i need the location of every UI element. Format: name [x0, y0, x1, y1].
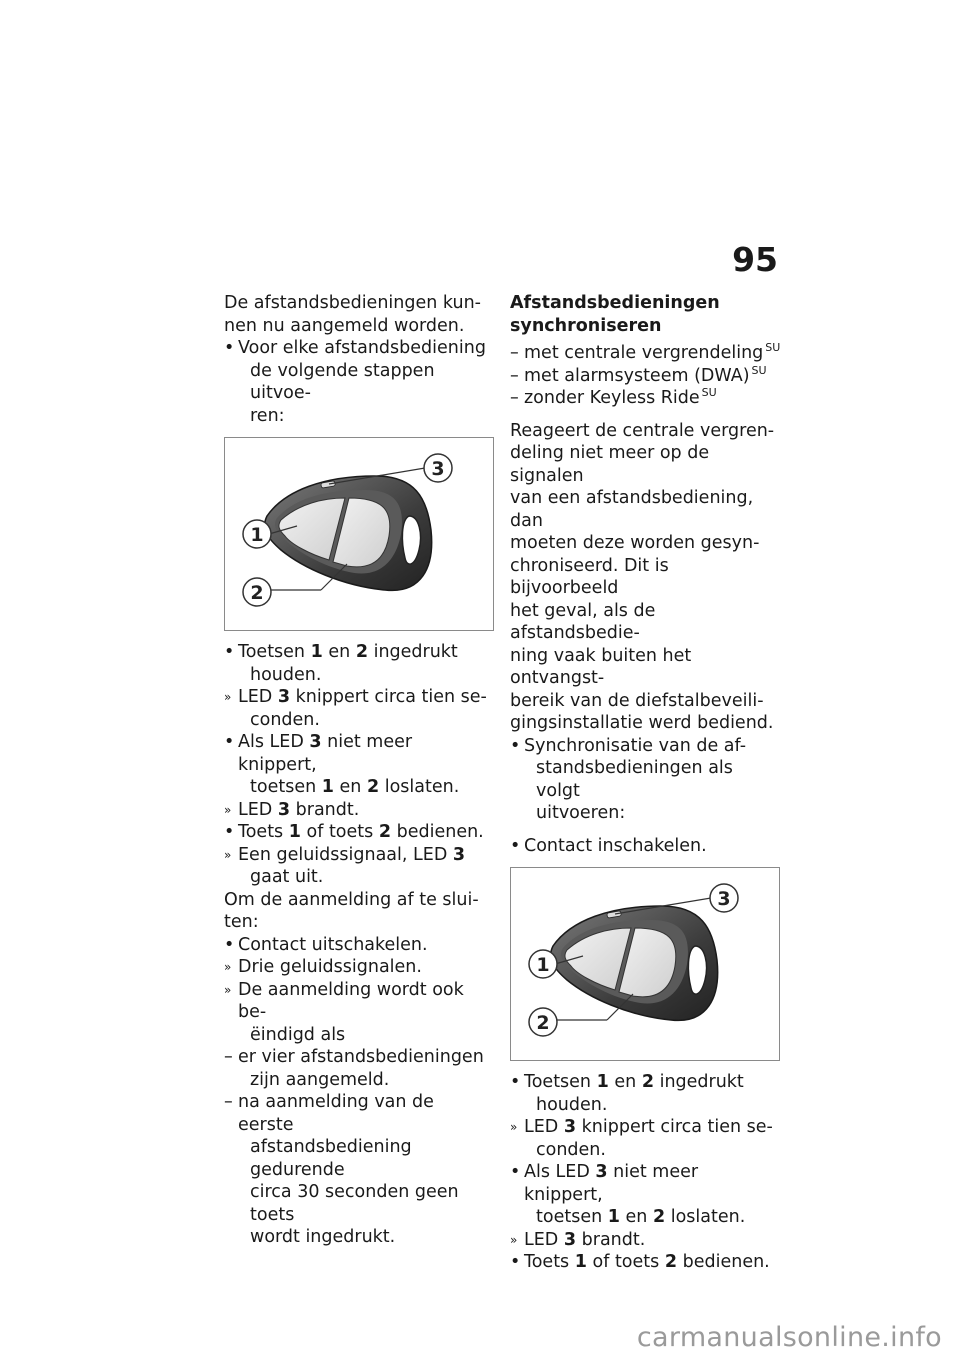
bullet-icon	[510, 1161, 522, 1184]
bullet-icon	[510, 1071, 522, 1094]
step-bullet: • Contact uitschakelen.	[224, 934, 494, 957]
section-heading: Afstandsbedieningen synchroniseren	[510, 293, 720, 336]
watermark: carmanualsonline.info	[636, 1322, 942, 1353]
remote-key-figure	[224, 437, 494, 631]
dash-item: – met alarmsysteem (DWA) $^{SU}$	[510, 365, 782, 388]
result-arrow-icon	[510, 1229, 522, 1252]
result-arrow-icon	[224, 979, 236, 1002]
step-bullet: • Toets 1 of toets 2 bedienen.	[224, 821, 494, 844]
callout-1-label: 1	[536, 954, 550, 976]
callout-2-label: 2	[536, 1012, 550, 1034]
step-bullet: • Toetsen 1 en 2 ingedrukt houden.	[224, 641, 494, 686]
dash-icon	[510, 387, 522, 410]
step-bullet: • Als LED 3 niet meer knippert, toetsen 1 en 2 loslaten.	[224, 731, 494, 799]
result-item: » LED 3 knippert circa tien se- conden.	[224, 686, 494, 731]
step-bullet: • Toets 1 of toets 2 bedienen.	[510, 1251, 782, 1274]
bullet-icon	[224, 641, 236, 664]
step-bullet: • Als LED 3 niet meer knippert, toetsen 1 en 2 loslaten.	[510, 1161, 782, 1229]
dash-item: – met centrale vergrendeling $^{SU}$	[510, 342, 782, 365]
bullet-icon	[510, 1251, 522, 1274]
key-fob-illustration	[225, 438, 493, 630]
bullet-icon	[224, 337, 236, 360]
key-fob-illustration	[511, 868, 779, 1060]
result-item: » LED 3 brandt.	[510, 1229, 782, 1252]
sync-paragraph: Reageert de centrale vergren- deling niet meer op de signalen van een afstandsbediening, dan moeten deze worden gesyn- chroniseerd. Dit is bijvoorbeeld het geval, als de afstandsbedie- ning vaak buiten het ontvangst- bereik van de diefstalbeveili- gingsinstallatie werd bediend.	[510, 420, 775, 733]
bullet-icon	[510, 735, 522, 758]
callout-1-label: 1	[250, 524, 264, 546]
left-column	[224, 292, 494, 1249]
bullet-icon	[224, 821, 236, 844]
step-bullet: • Synchronisatie van de af- standsbedieningen als volgt uitvoeren:	[510, 735, 782, 825]
dash-item: – zonder Keyless Ride $^{SU}$	[510, 387, 782, 410]
step-bullet: • Voor elke afstandsbediening de volgende stappen uitvoe- ren:	[224, 337, 494, 427]
page-number: 95	[732, 240, 778, 279]
right-column	[510, 292, 782, 1274]
result-item: » De aanmelding wordt ook be- ëindigd als	[224, 979, 494, 1047]
dash-item: – er vier afstandsbedieningen zijn aangemeld.	[224, 1046, 494, 1091]
dash-icon	[224, 1046, 236, 1069]
result-arrow-icon	[510, 1116, 522, 1139]
dash-item: – na aanmelding van de eerste afstandsbediening gedurende circa 30 seconden geen toets wordt ingedrukt.	[224, 1091, 494, 1249]
result-arrow-icon	[224, 686, 236, 709]
dash-icon	[224, 1091, 236, 1114]
step-bullet: • Contact inschakelen.	[510, 835, 782, 858]
dash-icon	[510, 342, 522, 365]
bullet-icon	[224, 731, 236, 754]
callout-3-label: 3	[431, 458, 445, 480]
result-arrow-icon	[224, 844, 236, 867]
callout-2-label: 2	[250, 582, 264, 604]
result-arrow-icon	[224, 956, 236, 979]
result-item: » Een geluidssignaal, LED 3 gaat uit.	[224, 844, 494, 889]
bullet-icon	[510, 835, 522, 858]
result-item: » LED 3 brandt.	[224, 799, 494, 822]
remote-key-figure	[510, 867, 780, 1061]
closing-paragraph: Om de aanmelding af te slui- ten:	[224, 889, 479, 932]
result-item: » LED 3 knippert circa tien se- conden.	[510, 1116, 782, 1161]
dash-icon	[510, 365, 522, 388]
result-item: » Drie geluidssignalen.	[224, 956, 494, 979]
result-arrow-icon	[224, 799, 236, 822]
bullet-icon	[224, 934, 236, 957]
step-bullet: • Toetsen 1 en 2 ingedrukt houden.	[510, 1071, 782, 1116]
intro-paragraph: De afstandsbedieningen kun- nen nu aangemeld worden.	[224, 293, 481, 336]
callout-3-label: 3	[717, 888, 731, 910]
